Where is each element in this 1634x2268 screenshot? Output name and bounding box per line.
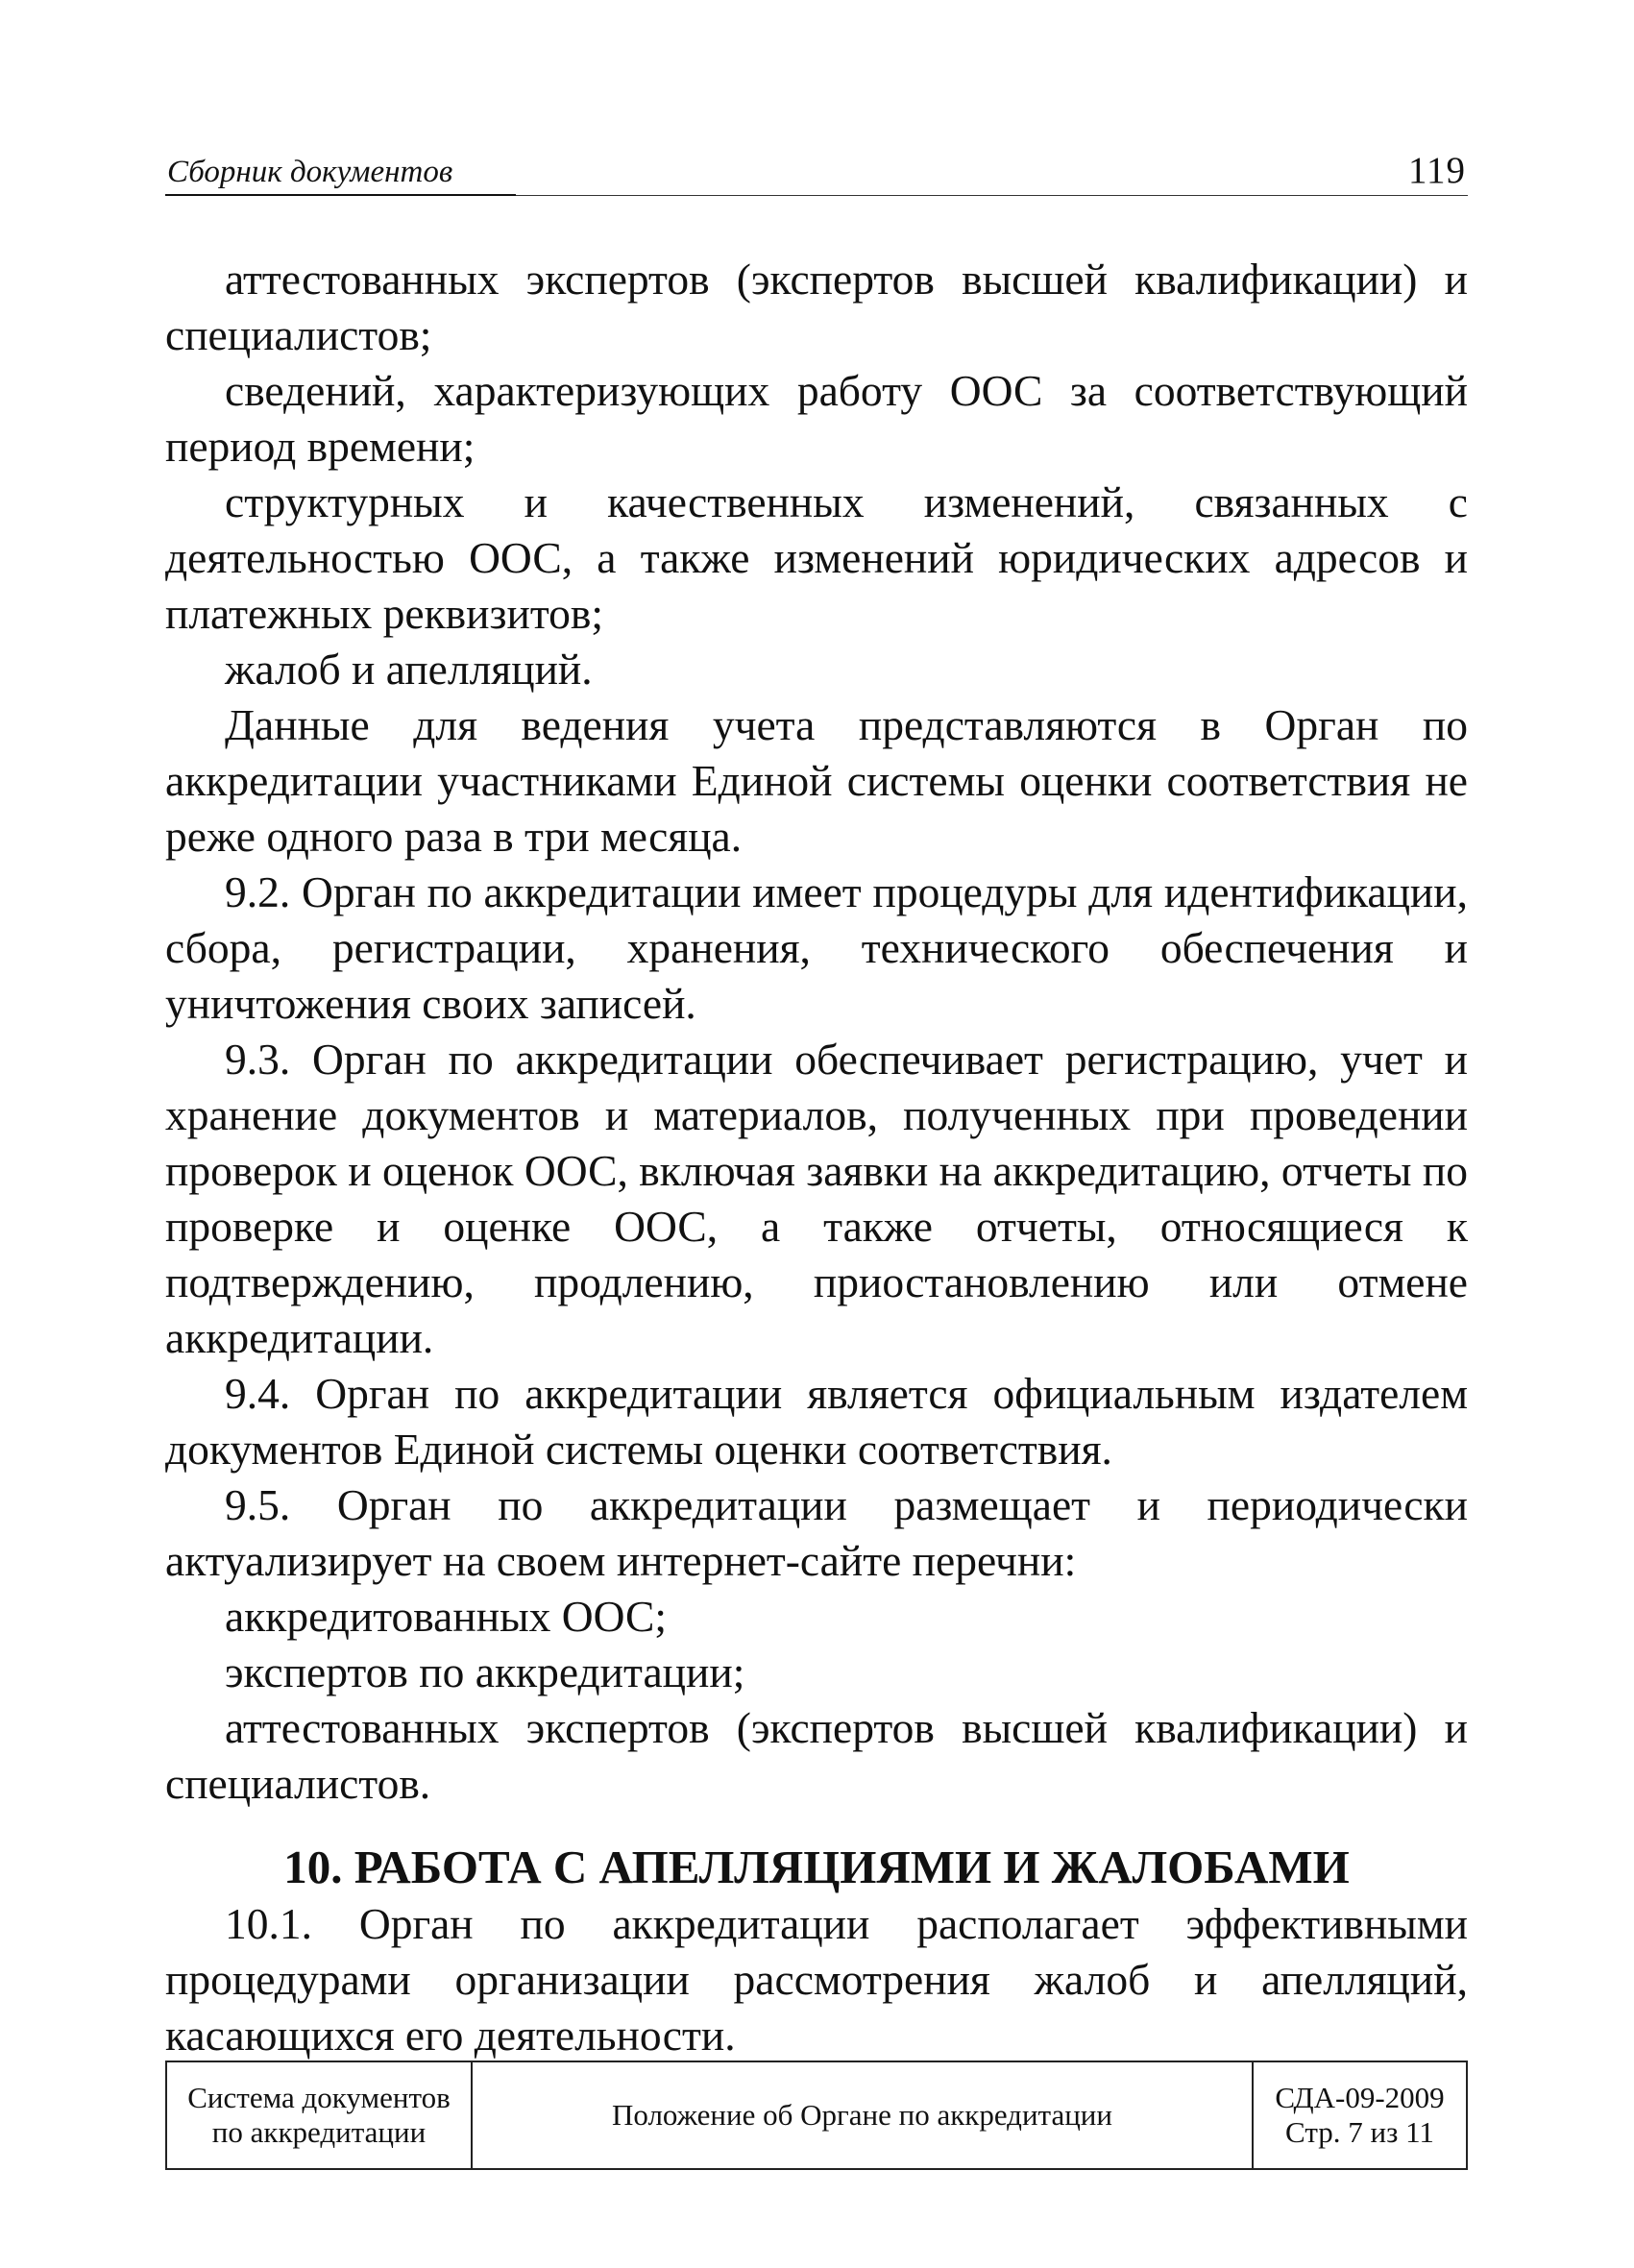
paragraph-9-4: 9.4. Орган по аккредитации является официальным издателем документов Единой системы оценки соответствия. — [165, 1369, 1468, 1474]
page-number: 119 — [1407, 150, 1466, 191]
paragraph: Данные для ведения учета представляются в Орган по аккредитации участниками Единой системы оценки соответствия не реже одного раза в три месяца. — [165, 700, 1468, 861]
paragraph-9-5: 9.5. Орган по аккредитации размещает и периодически актуализирует на своем интернет-сайте перечни: — [165, 1480, 1468, 1585]
list-item: сведений, характеризующих работу ООС за соответствующий период времени; — [165, 366, 1468, 471]
footer-system-line1: Система документов — [187, 2081, 451, 2114]
footer-table — [165, 2061, 1468, 2170]
collection-title: Сборник документов — [167, 155, 453, 189]
body-text — [165, 252, 1468, 2063]
paragraph-0: аттестованных экспертов (экспертов высшей квалификации) и специалистов; — [165, 255, 1468, 359]
paragraph-9-2: 9.2. Орган по аккредитации имеет процедуры для идентификации, сбора, регистрации, хранения, технического обеспечения и уничтожения своих записей. — [165, 867, 1468, 1028]
list-item: аттестованных экспертов (экспертов высшей квалификации) и специалистов. — [165, 1703, 1468, 1808]
section-title: 10. РАБОТА С АПЕЛЛЯЦИЯМИ И ЖАЛОБАМИ — [283, 1841, 1350, 1893]
footer-system-line2: по аккредитации — [211, 2115, 427, 2149]
footer-code: СДА-09-2009 — [1275, 2081, 1445, 2114]
footer-code-cell — [1253, 2061, 1467, 2169]
footer-system-cell — [166, 2061, 472, 2169]
footer-document-title: Положение об Органе по аккредитации — [472, 2061, 1253, 2169]
footer-page-info: Стр. 7 из 11 — [1285, 2115, 1434, 2149]
list-item: аккредитованных ООС; — [225, 1592, 668, 1641]
list-item: жалоб и апелляций. — [225, 645, 593, 694]
paragraph-10-1: 10.1. Орган по аккредитации располагает эффективными процедурами организации рассмотрения жалоб и апелляций, касающихся его деятельности. — [165, 1899, 1468, 2060]
header-rule — [165, 194, 516, 196]
list-item: экспертов по аккредитации; — [225, 1647, 745, 1696]
list-item: структурных и качественных изменений, связанных с деятельностью ООС, а также изменений юридических адресов и платежных реквизитов; — [165, 477, 1468, 638]
running-header — [165, 144, 1468, 196]
header-rule-thin — [516, 195, 1468, 196]
paragraph-9-3: 9.3. Орган по аккредитации обеспечивает регистрацию, учет и хранение документов и материалов, полученных при проведении проверок и оценок ООС, включая заявки на аккредитацию, отчеты по проверке и оценке ООС, а также отчеты, относящиеся к подтверждению, продлению, приостановлению или отмене аккредитации. — [165, 1035, 1468, 1362]
